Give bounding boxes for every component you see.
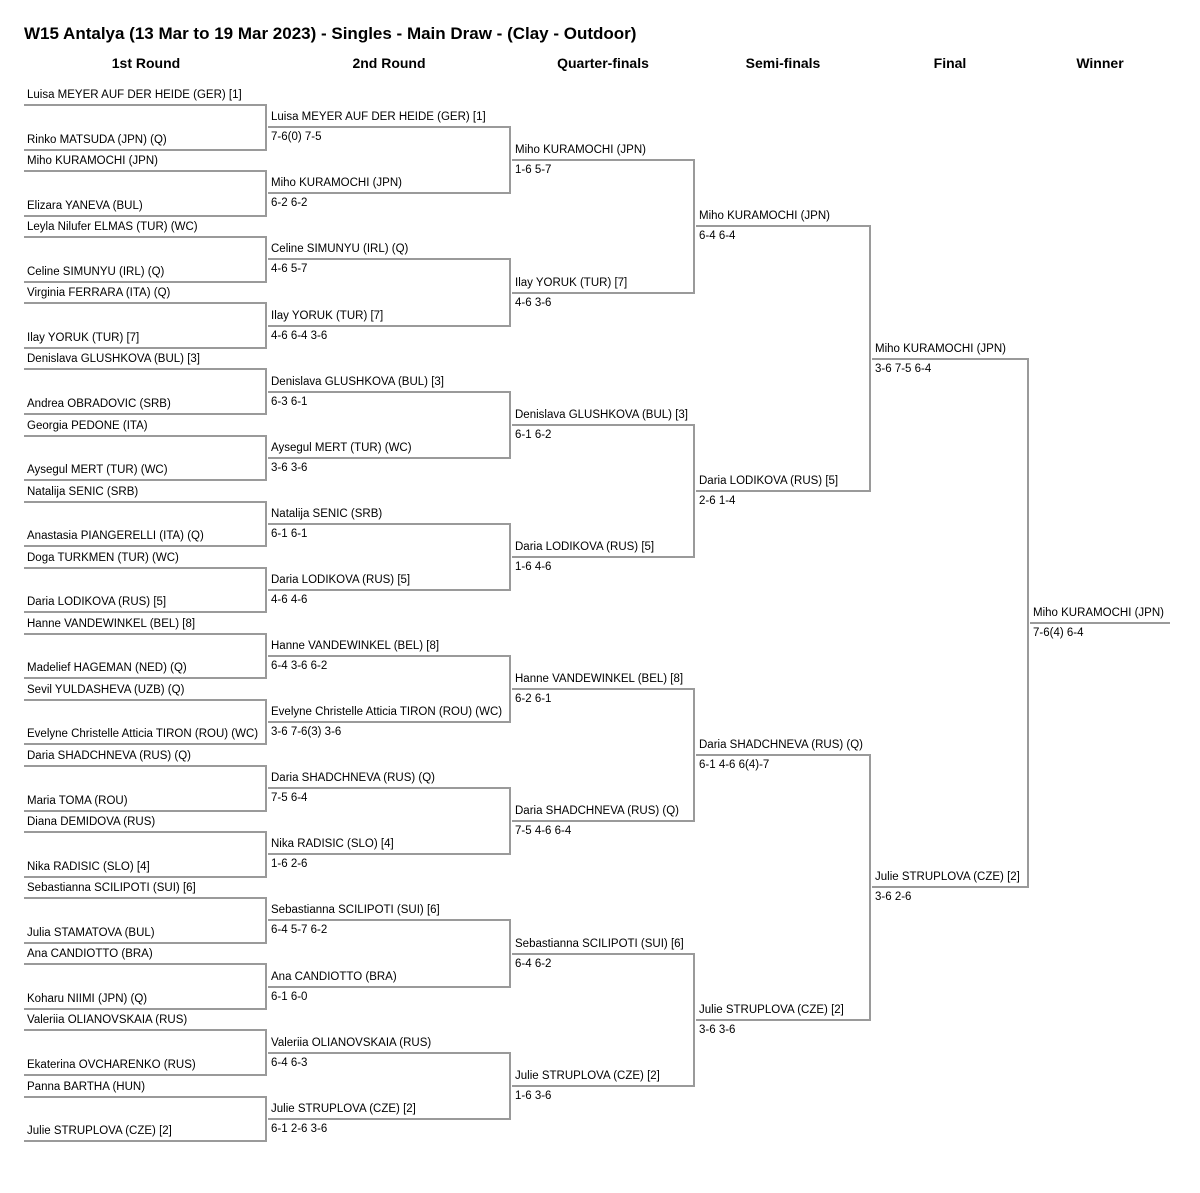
bracket-connector: [265, 567, 267, 614]
player-name: Denislava GLUSHKOVA (BUL) [3]: [515, 408, 688, 421]
draw-line: [24, 479, 267, 481]
draw-line: [24, 699, 267, 701]
draw-line: [696, 754, 871, 756]
round-header: Quarter-finals: [557, 55, 649, 71]
player-name: Natalija SENIC (SRB): [271, 507, 383, 520]
player-name: Virginia FERRARA (ITA) (Q): [27, 287, 171, 300]
draw-line: [24, 633, 267, 635]
bracket-connector: [1027, 358, 1029, 889]
player-name: Miho KURAMOCHI (JPN): [875, 342, 1006, 355]
draw-line: [268, 589, 511, 591]
draw-line: [512, 1085, 695, 1087]
player-name: Valeriia OLIANOVSKAIA (RUS): [27, 1014, 188, 1027]
player-name: Elizara YANEVA (BUL): [27, 199, 143, 212]
draw-line: [24, 743, 267, 745]
match-score: 4-6 6-4 3-6: [271, 329, 328, 342]
player-name: Ilay YORUK (TUR) [7]: [271, 309, 384, 322]
bracket-connector: [265, 831, 267, 878]
draw-line: [268, 457, 511, 459]
player-name: Daria SHADCHNEVA (RUS) (Q): [515, 805, 679, 818]
player-name: Ana CANDIOTTO (BRA): [271, 970, 397, 983]
player-name: Sebastianna SCILIPOTI (SUI) [6]: [271, 904, 440, 917]
match-score: 3-6 7-6(3) 3-6: [271, 726, 342, 739]
bracket-connector: [265, 435, 267, 482]
player-name: Valeriia OLIANOVSKAIA (RUS): [271, 1036, 432, 1049]
player-name: Daria LODIKOVA (RUS) [5]: [699, 474, 839, 487]
round-header: Winner: [1076, 55, 1124, 71]
draw-line: [24, 149, 267, 151]
bracket-connector: [265, 501, 267, 548]
draw-line: [268, 325, 511, 327]
draw-line: [24, 347, 267, 349]
player-name: Leyla Nilufer ELMAS (TUR) (WC): [27, 221, 198, 234]
match-score: 6-1 4-6 6(4)-7: [699, 759, 770, 772]
match-score: 3-6 3-6: [699, 1023, 736, 1036]
player-name: Andrea OBRADOVIC (SRB): [27, 397, 171, 410]
match-score: 2-6 1-4: [699, 494, 736, 507]
player-name: Sebastianna SCILIPOTI (SUI) [6]: [515, 937, 684, 950]
draw-line: [24, 765, 267, 767]
player-name: Daria SHADCHNEVA (RUS) (Q): [699, 739, 863, 752]
draw-line: [1030, 622, 1170, 624]
player-name: Julie STRUPLOVA (CZE) [2]: [271, 1102, 416, 1115]
draw-line: [268, 721, 511, 723]
match-score: 6-4 6-3: [271, 1056, 308, 1069]
player-name: Ilay YORUK (TUR) [7]: [515, 276, 628, 289]
player-name: Denislava GLUSHKOVA (BUL) [3]: [271, 375, 444, 388]
bracket-connector: [509, 391, 511, 459]
draw-line: [24, 236, 267, 238]
bracket-connector: [869, 225, 871, 491]
player-name: Luisa MEYER AUF DER HEIDE (GER) [1]: [27, 89, 242, 101]
match-score: 1-6 5-7: [515, 164, 552, 177]
bracket-connector: [693, 159, 695, 293]
bracket-connector: [693, 688, 695, 822]
match-score: 1-6 3-6: [515, 1089, 552, 1102]
draw-line: [512, 820, 695, 822]
match-score: 6-2 6-2: [271, 197, 308, 210]
match-score: 6-1 6-1: [271, 527, 308, 540]
match-score: 1-6 2-6: [271, 858, 308, 871]
draw-line: [24, 567, 267, 569]
match-score: 7-5 4-6 6-4: [515, 825, 572, 838]
player-name: Nika RADISIC (SLO) [4]: [27, 860, 150, 873]
draw-line: [268, 919, 511, 921]
draw-line: [24, 1029, 267, 1031]
bracket-connector: [265, 1096, 267, 1143]
player-name: Koharu NIIMI (JPN) (Q): [27, 992, 148, 1005]
draw-line: [24, 942, 267, 944]
match-score: 6-4 5-7 6-2: [271, 924, 328, 937]
match-score: 7-6(0) 7-5: [271, 131, 322, 144]
draw-line: [24, 281, 267, 283]
player-name: Georgia PEDONE (ITA): [27, 419, 148, 432]
draw-line: [696, 225, 871, 227]
draw-line: [268, 1118, 511, 1120]
bracket-connector: [509, 523, 511, 591]
player-name: Natalija SENIC (SRB): [27, 485, 139, 498]
bracket-connector: [265, 765, 267, 812]
player-name: Madelief HAGEMAN (NED) (Q): [27, 662, 187, 675]
draw-line: [268, 1052, 511, 1054]
player-name: Miho KURAMOCHI (JPN): [699, 210, 830, 223]
match-score: 4-6 3-6: [515, 296, 552, 309]
draw-title: W15 Antalya (13 Mar to 19 Mar 2023) - Singles - Main Draw - (Clay - Outdoor): [24, 24, 637, 43]
bracket-connector: [265, 699, 267, 746]
player-name: Daria SHADCHNEVA (RUS) (Q): [27, 750, 191, 762]
draw-line: [24, 963, 267, 965]
draw-line: [512, 159, 695, 161]
draw-line: [268, 258, 511, 260]
draw-line: [872, 886, 1029, 888]
draw-line: [24, 1140, 267, 1142]
match-score: 7-5 6-4: [271, 792, 308, 805]
player-name: Daria LODIKOVA (RUS) [5]: [271, 573, 411, 586]
draw-line: [268, 986, 511, 988]
player-name: Sebastianna SCILIPOTI (SUI) [6]: [27, 882, 196, 895]
player-name: Julie STRUPLOVA (CZE) [2]: [515, 1069, 660, 1082]
player-name: Ekaterina OVCHARENKO (RUS): [27, 1058, 196, 1071]
draw-line: [268, 391, 511, 393]
match-score: 6-2 6-1: [515, 693, 552, 706]
player-name: Evelyne Christelle Atticia TIRON (ROU) (WC): [271, 706, 503, 719]
player-name: Julie STRUPLOVA (CZE) [2]: [875, 871, 1020, 884]
match-score: 4-6 4-6: [271, 593, 308, 606]
draw-line: [24, 876, 267, 878]
match-score: 6-1 6-2: [515, 428, 552, 441]
match-score: 6-4 6-2: [515, 957, 552, 970]
player-name: Miho KURAMOCHI (JPN): [515, 144, 646, 157]
draw-line: [24, 677, 267, 679]
bracket-connector: [265, 368, 267, 415]
bracket-connector: [509, 787, 511, 855]
player-name: Ilay YORUK (TUR) [7]: [27, 331, 140, 344]
player-name: Hanne VANDEWINKEL (BEL) [8]: [271, 640, 440, 653]
bracket-connector: [265, 633, 267, 680]
player-name: Rinko MATSUDA (JPN) (Q): [27, 133, 167, 146]
player-name: Julia STAMATOVA (BUL): [27, 926, 155, 939]
bracket-connector: [509, 919, 511, 987]
player-name: Daria SHADCHNEVA (RUS) (Q): [271, 772, 435, 785]
bracket-connector: [869, 754, 871, 1020]
player-name: Miho KURAMOCHI (JPN): [27, 155, 158, 168]
player-name: Nika RADISIC (SLO) [4]: [271, 838, 394, 851]
bracket-connector: [509, 1052, 511, 1120]
player-name: Julie STRUPLOVA (CZE) [2]: [699, 1003, 844, 1016]
player-name: Evelyne Christelle Atticia TIRON (ROU) (WC): [27, 728, 259, 741]
player-name: Hanne VANDEWINKEL (BEL) [8]: [27, 617, 196, 630]
player-name: Luisa MEYER AUF DER HEIDE (GER) [1]: [271, 111, 486, 124]
player-name: Celine SIMUNYU (IRL) (Q): [271, 243, 409, 256]
draw-line: [24, 215, 267, 217]
bracket-connector: [265, 236, 267, 283]
match-score: 3-6 3-6: [271, 461, 308, 474]
player-name: Maria TOMA (ROU): [27, 794, 128, 807]
player-name: Hanne VANDEWINKEL (BEL) [8]: [515, 673, 684, 686]
match-score: 6-3 6-1: [271, 395, 308, 408]
draw-line: [268, 126, 511, 128]
draw-line: [268, 787, 511, 789]
draw-line: [696, 1019, 871, 1021]
draw-line: [24, 831, 267, 833]
player-name: Diana DEMIDOVA (RUS): [27, 816, 156, 829]
player-name: Anastasia PIANGERELLI (ITA) (Q): [27, 530, 204, 543]
bracket-connector: [509, 655, 511, 723]
bracket-connector: [693, 953, 695, 1087]
player-name: Panna BARTHA (HUN): [27, 1080, 146, 1093]
bracket-connector: [265, 963, 267, 1010]
round-header: Semi-finals: [745, 55, 821, 71]
draw-line: [24, 611, 267, 613]
draw-line: [268, 853, 511, 855]
player-name: Doga TURKMEN (TUR) (WC): [27, 551, 179, 564]
match-score: 6-4 6-4: [699, 230, 736, 243]
draw-line: [872, 358, 1029, 360]
draw-line: [24, 368, 267, 370]
draw-line: [24, 1008, 267, 1010]
player-name: Aysegul MERT (TUR) (WC): [27, 464, 168, 476]
match-score: 7-6(4) 6-4: [1033, 627, 1084, 639]
draw-line: [24, 810, 267, 812]
player-name: Aysegul MERT (TUR) (WC): [271, 441, 412, 454]
bracket-connector: [693, 424, 695, 558]
player-name: Daria LODIKOVA (RUS) [5]: [515, 540, 655, 553]
draw-line: [24, 435, 267, 437]
draw-line: [512, 688, 695, 690]
match-score: 1-6 4-6: [515, 560, 552, 573]
draw-line: [268, 523, 511, 525]
match-score: 3-6 7-5 6-4: [875, 362, 932, 375]
draw-line: [696, 490, 871, 492]
bracket-connector: [265, 897, 267, 944]
player-name: Sevil YULDASHEVA (UZB) (Q): [27, 683, 185, 696]
round-header: Final: [933, 55, 967, 71]
player-name: Miho KURAMOCHI (JPN): [1033, 607, 1164, 619]
draw-line: [24, 1096, 267, 1098]
draw-line: [268, 655, 511, 657]
draw-line: [268, 192, 511, 194]
draw-line: [24, 545, 267, 547]
player-name: Denislava GLUSHKOVA (BUL) [3]: [27, 353, 200, 366]
player-name: Daria LODIKOVA (RUS) [5]: [27, 596, 167, 609]
bracket-connector: [265, 1029, 267, 1076]
match-score: 6-1 2-6 3-6: [271, 1122, 328, 1135]
draw-line: [24, 104, 267, 106]
player-name: Ana CANDIOTTO (BRA): [27, 948, 153, 961]
player-name: Miho KURAMOCHI (JPN): [271, 177, 402, 190]
player-name: Julie STRUPLOVA (CZE) [2]: [27, 1125, 172, 1137]
draw-line: [512, 556, 695, 558]
draw-line: [24, 170, 267, 172]
draw-line: [24, 302, 267, 304]
bracket-connector: [265, 170, 267, 217]
draw-line: [512, 292, 695, 294]
draw-line: [24, 413, 267, 415]
bracket-connector: [509, 258, 511, 326]
bracket-connector: [509, 126, 511, 194]
draw-line: [512, 424, 695, 426]
round-header: 2nd Round: [352, 55, 426, 71]
draw-line: [24, 501, 267, 503]
match-score: 6-4 3-6 6-2: [271, 660, 328, 673]
match-score: 6-1 6-0: [271, 990, 308, 1003]
draw-line: [24, 897, 267, 899]
draw-line: [24, 1074, 267, 1076]
match-score: 3-6 2-6: [875, 891, 912, 904]
match-score: 4-6 5-7: [271, 263, 308, 276]
draw-line: [512, 953, 695, 955]
player-name: Celine SIMUNYU (IRL) (Q): [27, 265, 165, 278]
round-header: 1st Round: [111, 55, 181, 71]
bracket-connector: [265, 302, 267, 349]
bracket-connector: [265, 104, 267, 151]
